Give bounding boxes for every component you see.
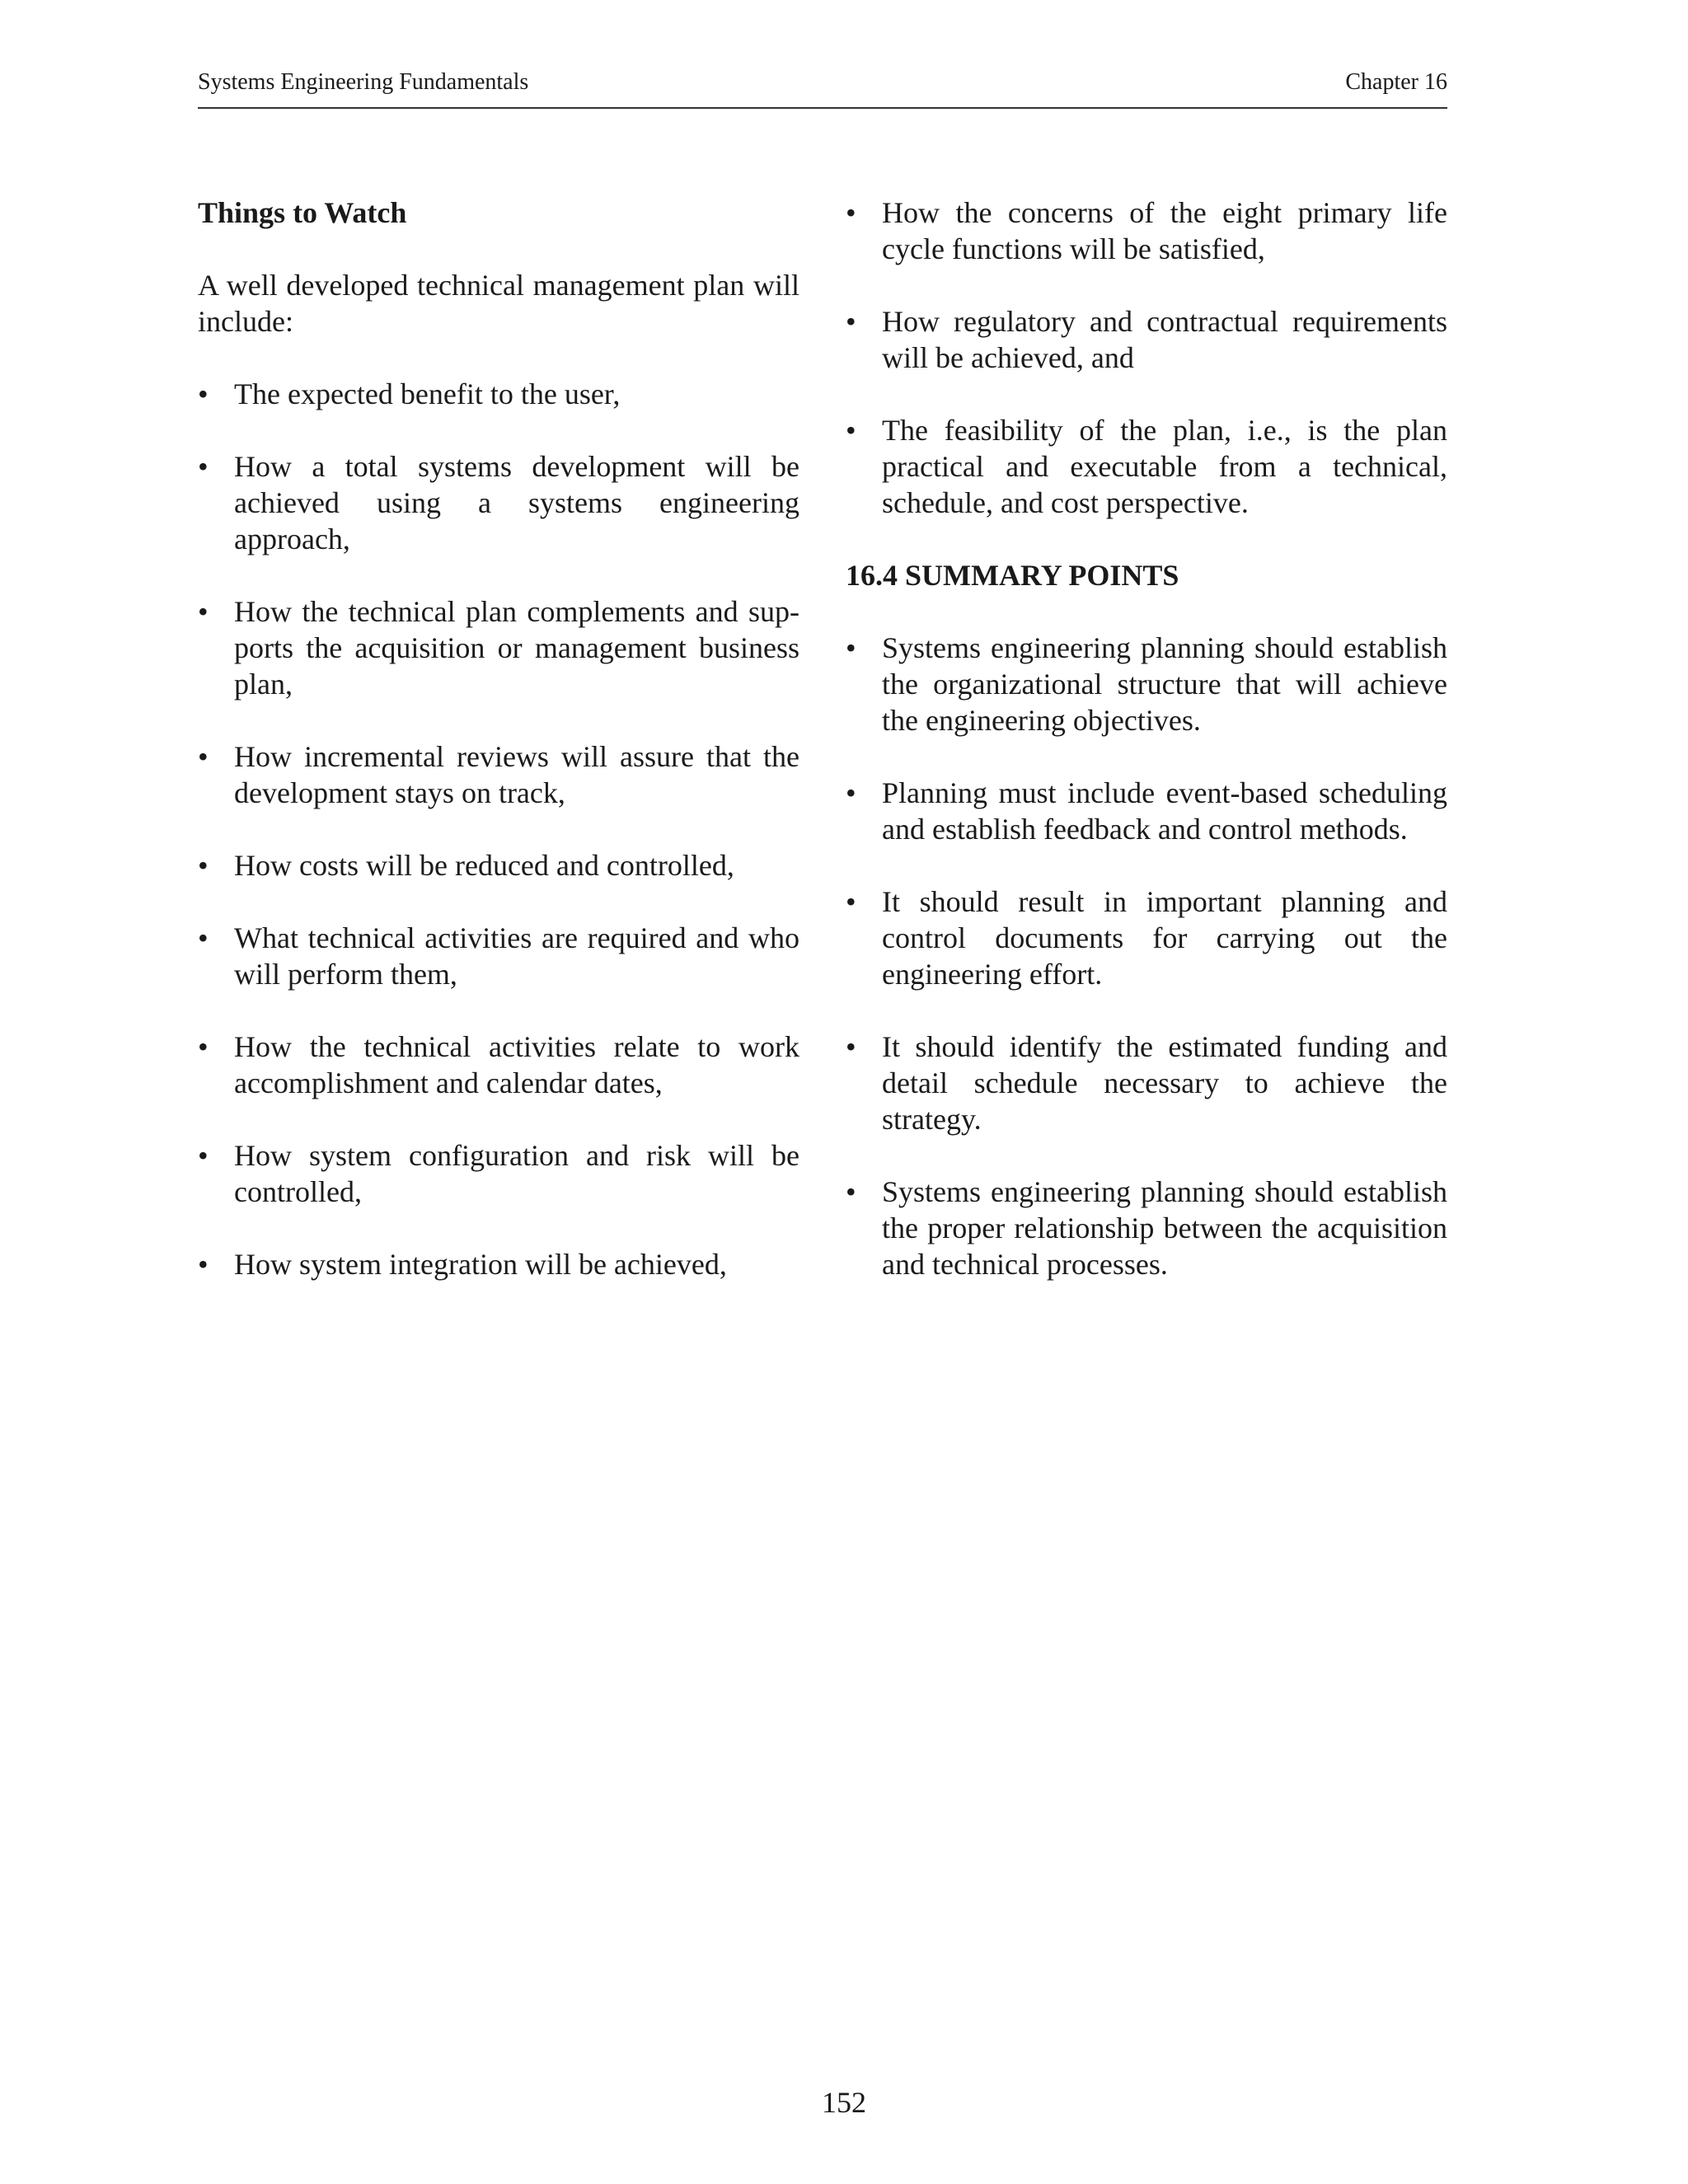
list-item: • How the technical activities relate to work accomplishment and calendar dates, xyxy=(198,1029,799,1101)
list-item: • Systems engineering planning should establish the proper relationship between the acquisition and technical processes. xyxy=(846,1174,1447,1282)
list-item: • How the concerns of the eight primary life cycle functions will be satisfied, xyxy=(846,194,1447,267)
list-item: • How incremental reviews will assure that the development stays on track, xyxy=(198,738,799,811)
list-item: • Planning must include event-based scheduling and establish feedback and control methods. xyxy=(846,775,1447,847)
section-heading-things-to-watch: Things to Watch xyxy=(198,196,407,229)
list-item: • How system configuration and risk will be controlled, xyxy=(198,1137,799,1210)
list-item: • How regulatory and contractual requirements will be achieved, and xyxy=(846,303,1447,376)
page-header xyxy=(198,69,1447,109)
running-title: Systems Engineering Fundamentals xyxy=(198,69,529,95)
list-item: • It should result in important planning and control documents for carrying out the engineering effort. xyxy=(846,883,1447,992)
summary-points-list xyxy=(846,630,1447,1282)
section-heading-summary-points: 16.4 SUMMARY POINTS xyxy=(846,559,1179,592)
list-item: • The expected benefit to the user, xyxy=(198,376,799,412)
left-column xyxy=(198,194,799,1319)
list-item: • How system integration will be achieved, xyxy=(198,1246,799,1282)
things-to-watch-list-continued xyxy=(846,194,1447,521)
list-item: • The feasibility of the plan, i.e., is the plan practical and executable from a technical, schedule, and cost perspective. xyxy=(846,412,1447,521)
list-item: • How costs will be reduced and controlled, xyxy=(198,847,799,883)
list-item: • Systems engineering planning should establish the organizational structure that will achieve the engineering objectives. xyxy=(846,630,1447,738)
intro-paragraph: A well developed technical management plan will include: xyxy=(198,269,799,338)
list-item: • It should identify the estimated funding and detail schedule necessary to achieve the strategy. xyxy=(846,1029,1447,1137)
list-item: • What technical activities are required and who will perform them, xyxy=(198,920,799,992)
list-item: • How the technical plan complements and sup-ports the acquisition or management business plan, xyxy=(198,593,799,702)
things-to-watch-list xyxy=(198,376,799,1282)
list-item: • How a total systems development will be achieved using a systems engineering approach, xyxy=(198,448,799,557)
chapter-label: Chapter 16 xyxy=(1345,69,1447,95)
page-number: 152 xyxy=(822,2086,866,2119)
right-column xyxy=(846,194,1447,1319)
